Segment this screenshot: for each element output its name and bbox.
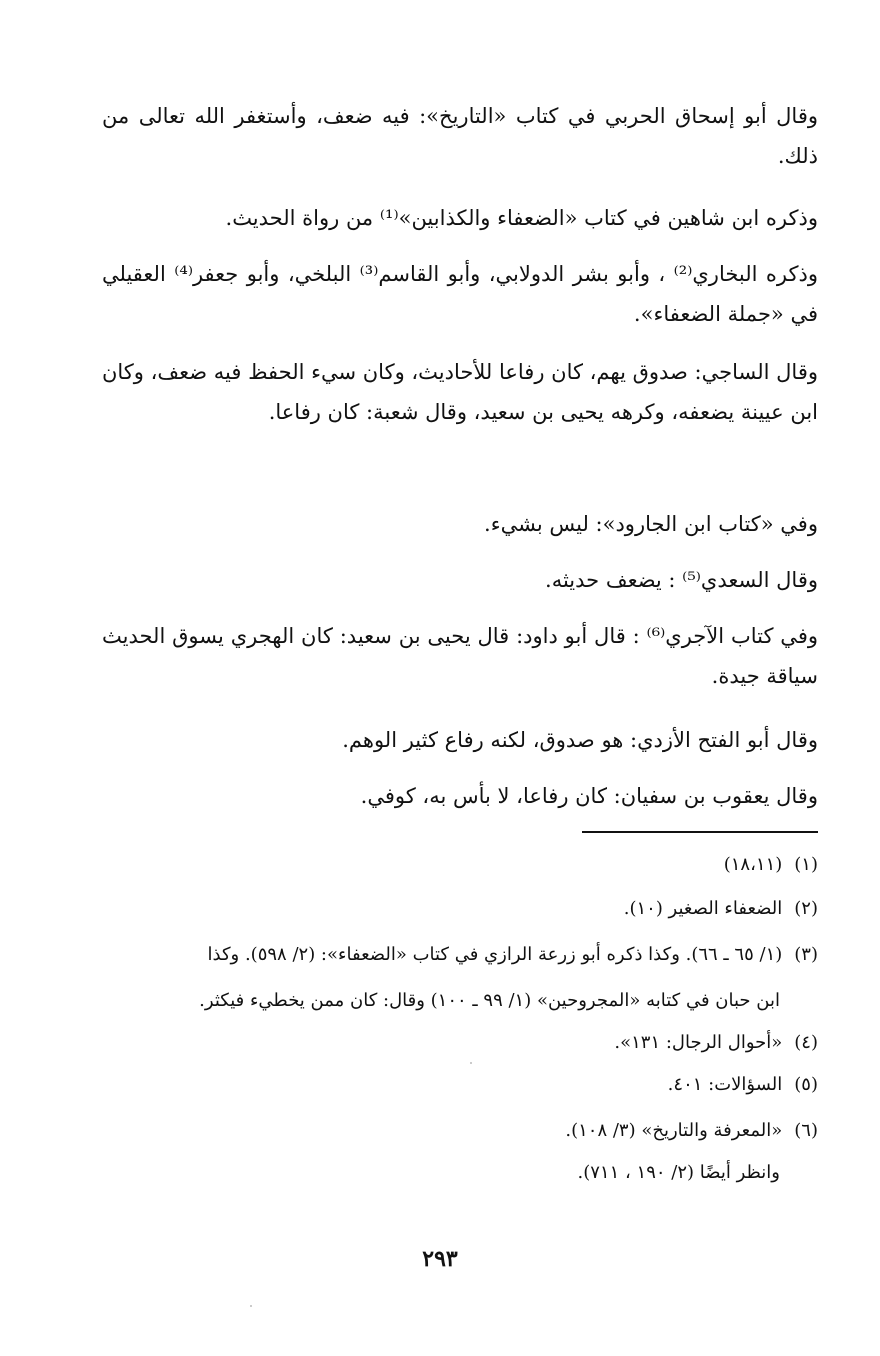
footnote-text: (١٨،١١) bbox=[723, 854, 783, 875]
paragraph-ibn-shahin: وذكره ابن شاهين في كتاب «الضعفاء والكذابين»⁽¹⁾ من رواة الحديث. bbox=[225, 206, 818, 230]
footnote-4 bbox=[102, 1024, 818, 1062]
footnote-number: (٥) bbox=[794, 1074, 818, 1095]
footnote-text: ابن حبان في كتابه «المجروحين» (١/ ٩٩ ـ ١٠٠) وقال: كان ممن يخطيء فيكثر. bbox=[199, 990, 780, 1011]
footnote-text: وانظر أيضًا (٢/ ١٩٠ ، ٧١١). bbox=[577, 1162, 780, 1183]
footnote-2 bbox=[102, 890, 818, 928]
footnote-6-continuation bbox=[102, 1154, 780, 1192]
footnote-text: (١/ ٦٥ ـ ٦٦). وكذا ذكره أبو زرعة الرازي في كتاب «الضعفاء»: (٢/ ٥٩٨). وكذا bbox=[207, 944, 783, 965]
footnote-divider bbox=[582, 831, 818, 833]
footnote-5 bbox=[102, 1066, 818, 1104]
footnote-text: الضعفاء الصغير (١٠). bbox=[623, 898, 783, 919]
footnote-3-continuation bbox=[102, 982, 780, 1020]
paragraph-ajurri: وفي كتاب الآجري⁽⁶⁾ : قال أبو داود: قال يحيى بن سعيد: كان الهجري يسوق الحديث سياقة جيدة. bbox=[102, 624, 818, 688]
paragraph-bukhari: وذكره البخاري⁽²⁾ ، وأبو بشر الدولابي، وأبو القاسم⁽³⁾ البلخي، وأبو جعفر⁽⁴⁾ العقيلي في «جملة الضعفاء». bbox=[102, 262, 818, 326]
footnote-number: (٤) bbox=[794, 1032, 818, 1053]
paragraph-harbi: وقال أبو إسحاق الحربي في كتاب «التاريخ»: فيه ضعف، وأستغفر الله تعالى من ذلك. bbox=[102, 104, 818, 168]
footnote-6 bbox=[102, 1112, 818, 1150]
scan-artifact bbox=[250, 1305, 252, 1307]
paragraph-saadi: وقال السعدي⁽⁵⁾ : يضعف حديثه. bbox=[545, 568, 818, 592]
paragraph-ibn-jarud: وفي «كتاب ابن الجارود»: ليس بشيء. bbox=[484, 512, 818, 536]
scan-artifact bbox=[470, 1062, 472, 1064]
footnote-number: (٢) bbox=[794, 898, 818, 919]
footnote-text: السؤالات: ٤٠١. bbox=[667, 1074, 783, 1095]
footnote-number: (٣) bbox=[794, 944, 818, 965]
footnote-text: «أحوال الرجال: ١٣١». bbox=[614, 1032, 783, 1053]
footnote-number: (١) bbox=[794, 854, 818, 875]
paragraph-yaqub: وقال يعقوب بن سفيان: كان رفاعا، لا بأس به، كوفي. bbox=[360, 784, 818, 808]
footnote-1 bbox=[102, 846, 818, 884]
page-number: ٢٩٣ bbox=[422, 1246, 458, 1272]
footnote-3 bbox=[102, 936, 818, 974]
paragraph-saji: وقال الساجي: صدوق يهم، كان رفاعا للأحاديث، وكان سيء الحفظ فيه ضعف، وكان ابن عيينة يضعفه، وكرهه يحيى بن سعيد، وقال شعبة: كان رفاعا. bbox=[101, 360, 818, 424]
footnote-number: (٦) bbox=[794, 1120, 818, 1141]
paragraph-azdi: وقال أبو الفتح الأزدي: هو صدوق، لكنه رفاع كثير الوهم. bbox=[342, 728, 818, 752]
footnote-text: «المعرفة والتاريخ» (٣/ ١٠٨). bbox=[565, 1120, 783, 1141]
